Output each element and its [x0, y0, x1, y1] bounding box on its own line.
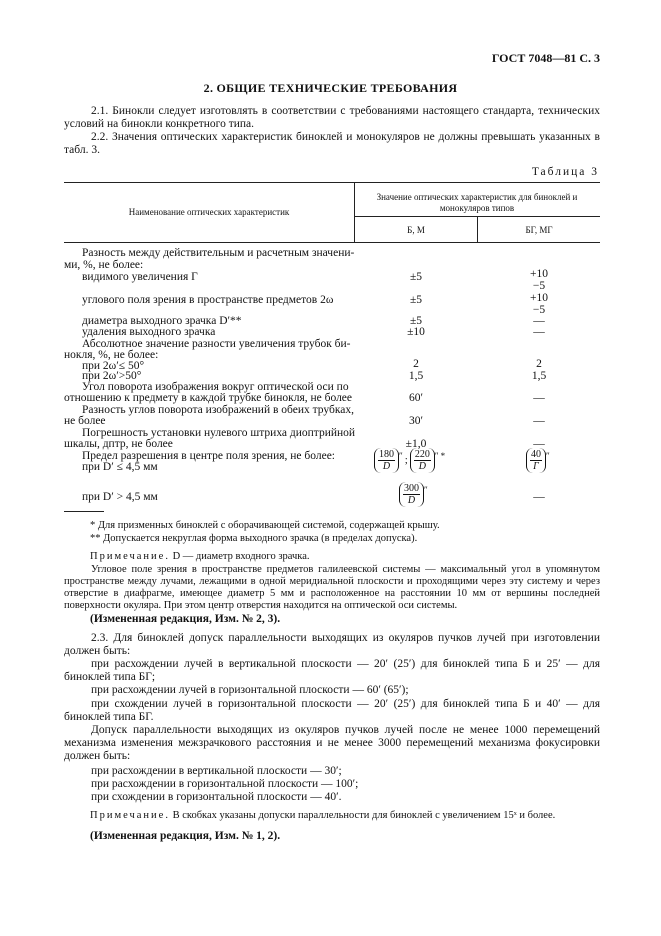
fraction-paren — [374, 448, 399, 473]
fraction-paren — [399, 482, 424, 507]
cell-value: ±5 — [409, 271, 423, 283]
paragraph-2-1: 2.1. Бинокли следует изготовлять в соответствии с требованиями настоящего стандарта, технических условий на бинокли конкретного типа. — [64, 105, 600, 130]
resolution-formula-bgmg — [526, 448, 550, 473]
row-label: при 2ω′>50° — [82, 370, 142, 382]
row-label: не более — [64, 415, 106, 427]
fraction — [530, 449, 542, 472]
row-label: Абсолютное значение разности увеличения трубок би- — [82, 338, 351, 350]
note-text: В скобках указаны допуски параллельности для биноклей с увеличением 15ˣ и более. — [172, 810, 556, 821]
fraction-denominator: Г — [533, 461, 539, 472]
row-label: диаметра выходного зрачка D′** — [82, 315, 242, 327]
fraction-paren — [410, 448, 435, 473]
note-label: Примечание. — [90, 551, 170, 562]
cell-value: ±5 — [409, 315, 423, 327]
row-label: при 2ω′≤ 50° — [82, 360, 145, 372]
row-label: отношению к предмету в каждой трубке бинокля, не более — [64, 392, 353, 404]
note-label: Примечание. — [90, 810, 170, 821]
paragraph-2-3-item: при расхождении в горизонтальной плоскости — 100′; — [91, 778, 359, 790]
fraction — [403, 483, 420, 506]
note-text: D — диаметр входного зрачка. — [172, 551, 310, 562]
table-head-rule — [64, 242, 600, 243]
paragraph-2-3-item: при расхождении в вертикальной плоскости — 30′; — [91, 765, 342, 777]
note-1 — [90, 551, 309, 563]
row-label: шкалы, дптр, не более — [64, 438, 173, 450]
cell-value: +10 — [530, 292, 548, 304]
cell-value: ±5 — [409, 294, 423, 306]
row-label: Угол поворота изображения вокруг оптической оси по — [82, 381, 349, 393]
row-label: нокля, %, не более: — [64, 349, 159, 361]
seconds-mark: ″ — [546, 451, 550, 461]
resolution-formula-bm — [374, 448, 445, 473]
cell-value: −5 — [532, 280, 546, 292]
cell-value: ±1,0 — [405, 438, 427, 450]
fraction-denominator: D — [418, 461, 426, 472]
fraction — [414, 449, 431, 472]
footnote-star: * — [440, 451, 446, 461]
cell-value: 2 — [536, 358, 542, 370]
section-title: 2. ОБЩИЕ ТЕХНИЧЕСКИЕ ТРЕБОВАНИЯ — [203, 81, 458, 95]
cell-value: — — [533, 415, 545, 427]
cell-value: 2 — [413, 358, 419, 370]
separator: ; — [404, 454, 408, 466]
footnote-1: * Для призменных биноклей с оборачивающей системой, содержащей крышу. — [90, 520, 440, 531]
page-header: ГОСТ 7048—81 С. 3 — [491, 51, 600, 65]
cell-value: 30′ — [408, 415, 423, 427]
cell-value: 1,5 — [408, 370, 424, 382]
table-top-rule — [64, 182, 600, 183]
cell-value: — — [533, 392, 545, 404]
row-label: при D′ ≤ 4,5 мм — [82, 461, 158, 473]
cell-value: — — [533, 491, 545, 503]
fraction-numerator: 300 — [404, 483, 419, 494]
cell-value: — — [533, 326, 545, 338]
table-subhead-rule — [355, 216, 600, 217]
note-2 — [90, 810, 555, 822]
fraction-numerator: 180 — [379, 449, 394, 460]
cell-value: 1,5 — [531, 370, 547, 382]
footnote-2: ** Допускается некруглая форма выходного зрачка (в пределах допуска). — [90, 533, 418, 544]
row-label: Разность углов поворота изображений в обеих трубках, — [82, 404, 354, 416]
table-head-name: Наименование оптических характеристик — [128, 207, 290, 217]
cell-value: 60′ — [408, 392, 423, 404]
table-col-bm: Б, М — [407, 225, 425, 235]
seconds-mark: ″ — [399, 451, 403, 461]
table-caption: Таблица 3 — [531, 166, 599, 178]
cell-value: +10 — [530, 268, 548, 280]
fraction-denominator: D — [382, 461, 391, 472]
row-label: при D′ > 4,5 мм — [82, 491, 158, 503]
cell-value: — — [533, 438, 545, 450]
table-head-values: Значение оптических характеристик для биноклей и монокуляров типов — [376, 192, 578, 213]
row-label: Погрешность установки нулевого штриха диоптрийной — [82, 427, 356, 439]
paragraph-2-3-item: при схождении в горизонтальной плоскости — 40′. — [91, 791, 342, 803]
paragraph-2-3-after: Допуск параллельности выходящих из окуляров пучков лучей после не менее 1000 перемещений механизма изменения межзрачкового расстояния и не менее 3000 перемещений механизма фокусировки должен быть: — [64, 724, 600, 762]
seconds-mark: ″ — [424, 485, 428, 495]
row-label: углового поля зрения в пространстве предметов 2ω — [82, 294, 334, 306]
seconds-mark: ″ — [434, 451, 439, 461]
revision-note-1: (Измененная редакция, Изм. № 2, 3). — [90, 613, 281, 625]
fraction-paren — [526, 448, 546, 473]
paragraph-2-3-item: при расхождении лучей в горизонтальной плоскости — 60′ (65′); — [91, 684, 409, 696]
fraction-numerator: 220 — [414, 449, 430, 460]
cell-value: — — [533, 315, 545, 327]
footnote-rule — [64, 511, 104, 512]
fraction — [378, 449, 395, 472]
fraction-denominator: D — [407, 495, 416, 506]
cell-value: −5 — [532, 304, 546, 316]
row-label: Разность между действительным и расчетным значени- — [82, 247, 355, 259]
resolution-formula-large — [399, 482, 428, 507]
note-1-body: Угловое поле зрения в пространстве предметов галилеевской системы — максимальный угол в упомянутом пространстве между лучами, лежащими в одной меридиальной плоскости и проходящими через эту систему и через отверстие в диафрагме, имеющее диаметр 5 мм и расположенное на расстоянии 10 мм от вершины последней поверхности окуляра. При этом центр отверстия находится на оптической оси системы. — [64, 564, 600, 611]
row-label: Предел разрешения в центре поля зрения, не более: — [82, 450, 335, 462]
table-col-bgmg: БГ, МГ — [525, 225, 553, 235]
revision-note-2: (Измененная редакция, Изм. № 1, 2). — [90, 830, 281, 842]
paragraph-2-3-item: при схождении лучей в горизонтальной плоскости — 20′ (25′) для биноклей типа Б и 40′ — для биноклей типа БГ. — [64, 698, 600, 723]
fraction-numerator: 40 — [531, 449, 541, 460]
paragraph-2-3: 2.3. Для биноклей допуск параллельности выходящих из окуляров пучков лучей при изготовлении должен быть: — [64, 632, 600, 657]
row-label: видимого увеличения Г — [82, 271, 198, 283]
row-label: ми, %, не более: — [64, 259, 144, 271]
paragraph-2-2: 2.2. Значения оптических характеристик биноклей и монокуляров не должны превышать указанных в табл. 3. — [64, 131, 600, 156]
paragraph-2-3-item: при расхождении лучей в вертикальной плоскости — 20′ (25′) для биноклей типа Б и 25′ — для биноклей типа БГ; — [64, 658, 600, 683]
row-label: удаления выходного зрачка — [82, 326, 216, 338]
cell-value: ±10 — [407, 326, 425, 338]
